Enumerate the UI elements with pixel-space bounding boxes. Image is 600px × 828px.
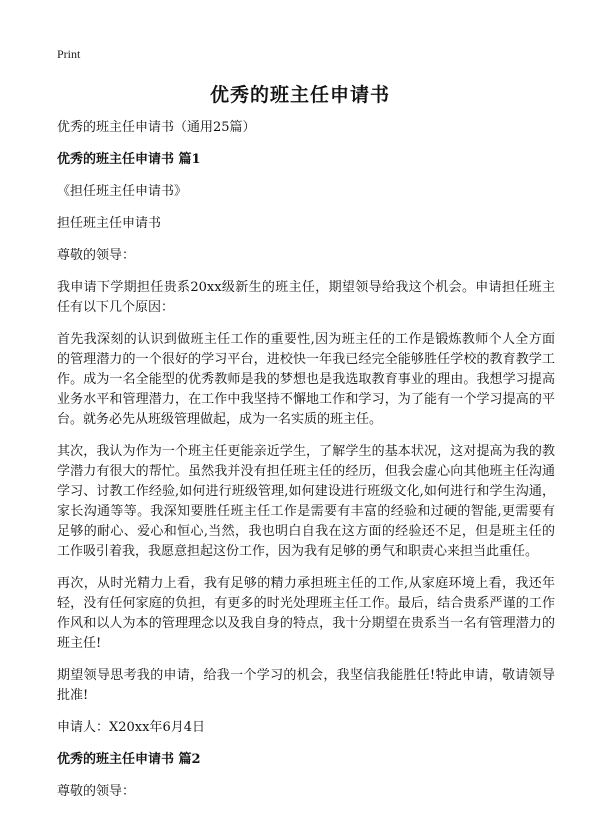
paragraph-4: 再次，从时光精力上看，我有足够的精力承担班主任的工作,从家庭环境上看，我还年轻，没有任何家庭的负担，有更多的时光处理班主任工作。最后，结合贵系严谨的工作作风和以人为本的管理理念以及我自身的特点，我十分期望在贵系当一名有管理潜力的班主任!: [57, 576, 555, 651]
book-title: 《担任班主任申请书》: [57, 184, 188, 199]
page-title: 优秀的班主任申请书: [209, 84, 390, 106]
paragraph-1: 我申请下学期担任贵系20xx级新生的班主任，期望领导给我这个机会。申请担任班主任有以下几个原因：: [57, 280, 555, 315]
section-heading-2: 优秀的班主任申请书 篇2: [57, 752, 201, 767]
paragraph-5: 期望领导思考我的申请，给我一个学习的机会，我坚信我能胜任!特此申请，敬请领导批准!: [57, 668, 555, 703]
doc-name: 担任班主任申请书: [57, 216, 162, 231]
salutation-2: 尊敬的领导：: [57, 784, 136, 799]
document-subtitle: 优秀的班主任申请书（通用25篇）: [57, 120, 256, 135]
signature-line: 申请人：X20xx年6月4日: [57, 720, 206, 735]
salutation-1: 尊敬的领导：: [57, 248, 136, 263]
section-heading-1: 优秀的班主任申请书 篇1: [57, 152, 201, 167]
paragraph-2: 首先我深刻的认识到做班主任工作的重要性,因为班主任的工作是锻炼教师个人全方面的管理潜力的一个很好的学习平台，进校快一年我已经完全能够胜任学校的教育教学工作。成为一名全能型的优秀教师是我的梦想也是我选取教育事业的理由。我想学习提高业务水平和管理潜力，在工作中我坚持不懈地工作和学习，为了能有一个学习提高的平台。就务必先从班级管理做起，成为一名实质的班主任。: [57, 332, 555, 427]
print-label: Print: [57, 47, 81, 61]
paragraph-3: 其次，我认为作为一个班主任更能亲近学生，了解学生的基本状况，这对提高为我的教学潜力有很大的帮忙。虽然我并没有担任班主任的经历，但我会虚心向其他班主任沟通学习、讨教工作经验,如何进行班级管理,如何建设进行班级文化,如何进行和学生沟通，家长沟通等等。我深知要胜任班主任工作是需要有丰富的经验和过硬的智能,更需要有足够的耐心、爱心和恒心,当然，我也明白自我在这方面的经验还不足，但是班主任的工作吸引着我，我愿意担起这份工作，因为我有足够的勇气和职责心来担当此重任。: [57, 444, 555, 559]
document-body: [57, 118, 555, 814]
